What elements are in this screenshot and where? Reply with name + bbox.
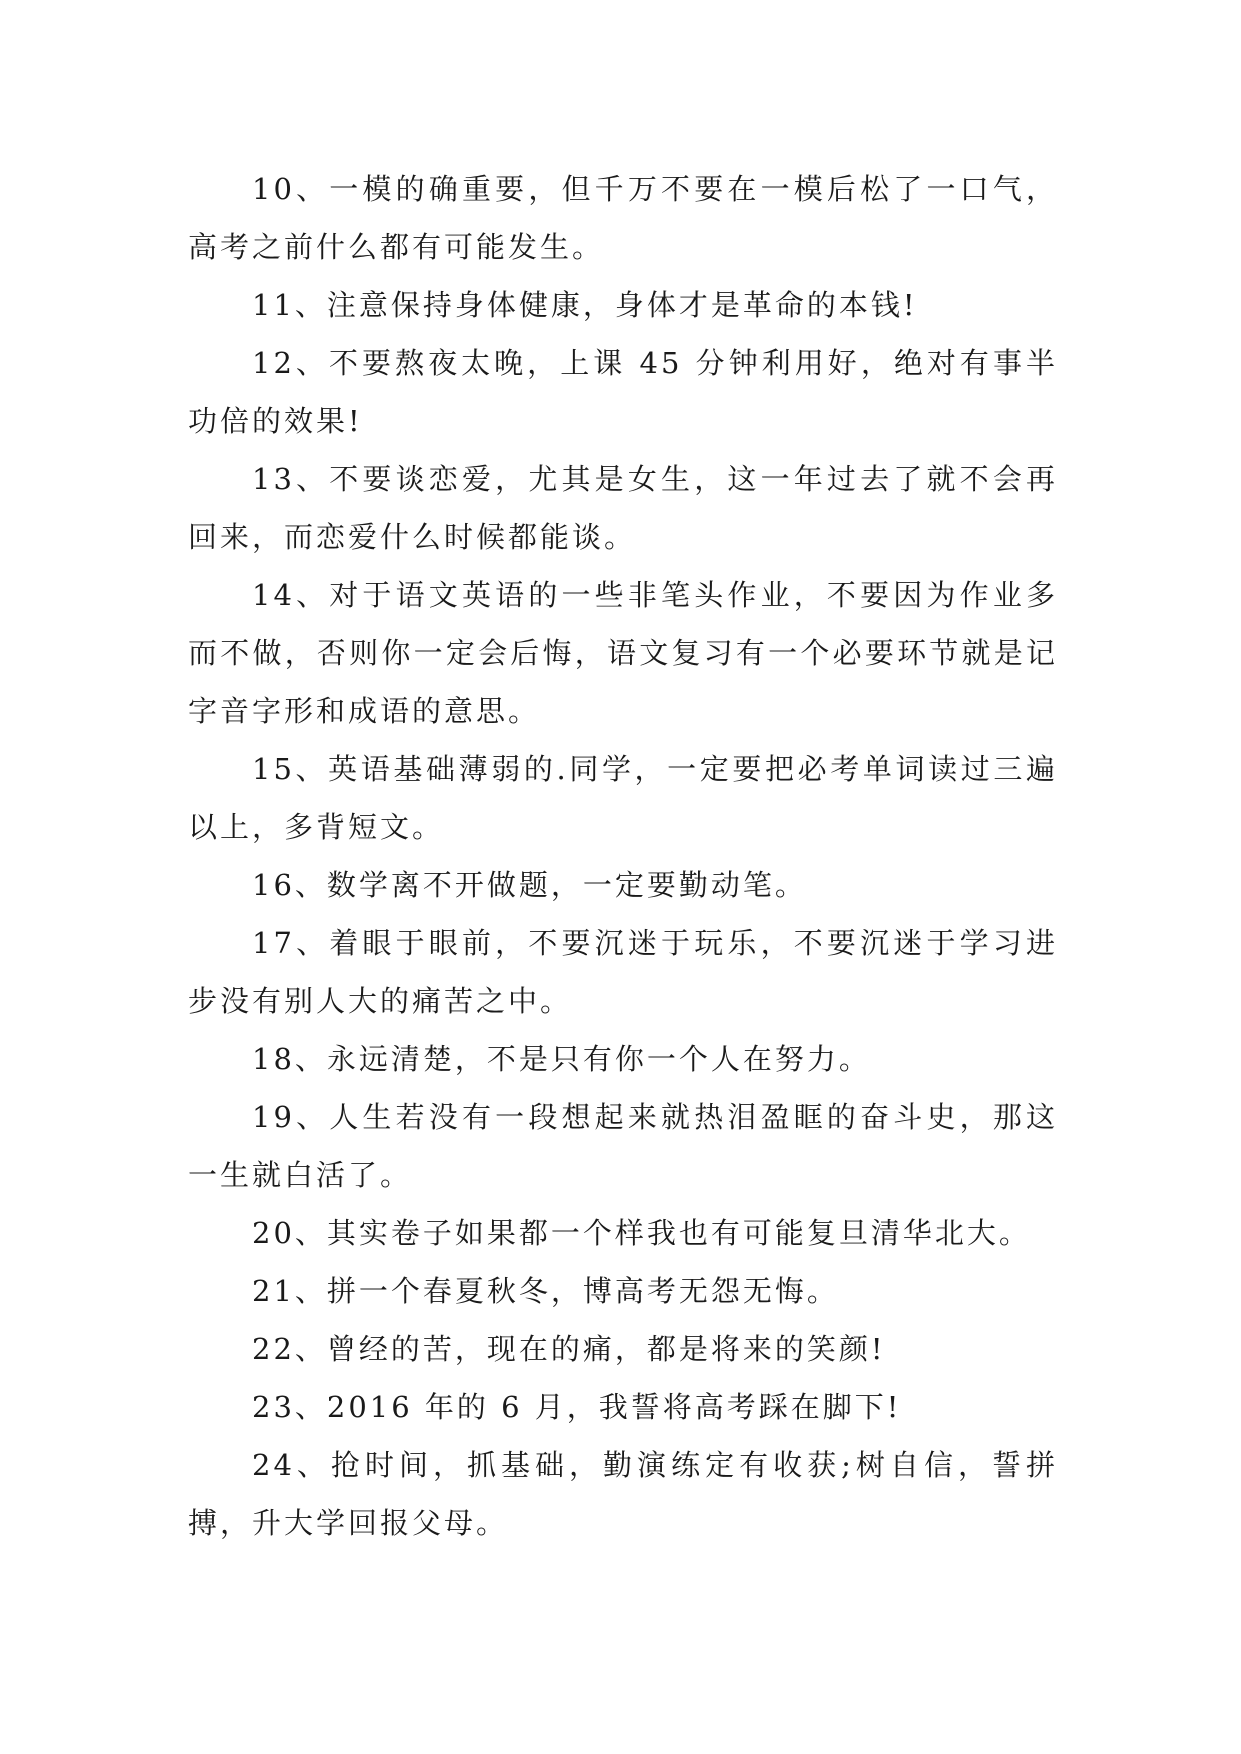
paragraph-item-15: 15、英语基础薄弱的.同学，一定要把必考单词读过三遍以上，多背短文。 xyxy=(188,752,1058,844)
paragraph-item-10: 10、一模的确重要，但千万不要在一模后松了一口气，高考之前什么都有可能发生。 xyxy=(188,172,1058,264)
paragraph-item-13: 13、不要谈恋爱，尤其是女生，这一年过去了就不会再回来，而恋爱什么时候都能谈。 xyxy=(188,462,1058,554)
paragraph-item-23: 23、2016 年的 6 月，我誓将高考踩在脚下! xyxy=(252,1390,902,1424)
document-body xyxy=(188,160,1058,1552)
paragraph-item-16: 16、数学离不开做题，一定要勤动笔。 xyxy=(252,868,807,902)
paragraph-item-24: 24、抢时间，抓基础，勤演练定有收获;树自信，誓拼搏，升大学回报父母。 xyxy=(188,1448,1058,1540)
paragraph-item-11: 11、注意保持身体健康，身体才是革命的本钱! xyxy=(252,288,918,322)
paragraph-item-21: 21、拼一个春夏秋冬，博高考无怨无悔。 xyxy=(252,1274,839,1308)
paragraph-item-18: 18、永远清楚，不是只有你一个人在努力。 xyxy=(252,1042,871,1076)
paragraph-item-19: 19、人生若没有一段想起来就热泪盈眶的奋斗史，那这一生就白活了。 xyxy=(188,1100,1058,1192)
paragraph-item-22: 22、曾经的苦，现在的痛，都是将来的笑颜! xyxy=(252,1332,886,1366)
paragraph-item-17: 17、着眼于眼前，不要沉迷于玩乐，不要沉迷于学习进步没有别人大的痛苦之中。 xyxy=(188,926,1058,1018)
paragraph-item-12: 12、不要熬夜太晚，上课 45 分钟利用好，绝对有事半功倍的效果! xyxy=(188,346,1058,438)
paragraph-item-20: 20、其实卷子如果都一个样我也有可能复旦清华北大。 xyxy=(252,1216,1031,1250)
paragraph-item-14: 14、对于语文英语的一些非笔头作业，不要因为作业多而不做，否则你一定会后悔，语文复习有一个必要环节就是记字音字形和成语的意思。 xyxy=(188,578,1058,728)
